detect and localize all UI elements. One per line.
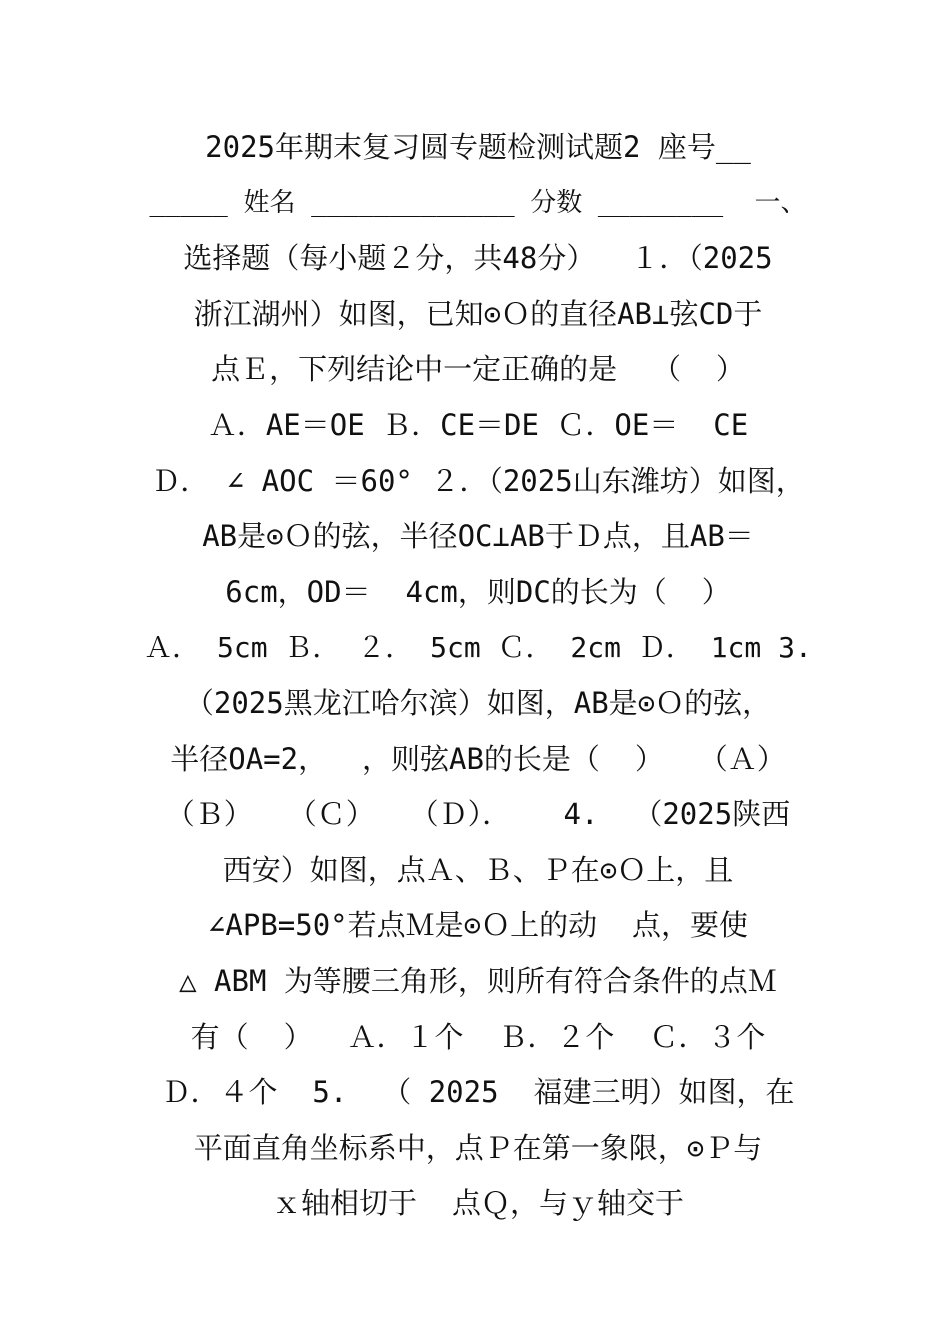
question-5-line-1: Ｄ．４个 5. （ 2025 福建三明）如图，在	[161, 1075, 795, 1110]
question-4-line-3: △ ABM 为等腰三角形，则所有符合条件的点Ｍ	[179, 963, 777, 998]
title-line: 2025年期末复习圆专题检测试题2 座号__	[205, 130, 751, 164]
question-1-line-2: 点Ｅ，下列结论中一定正确的是 （ ）	[211, 352, 745, 387]
question-3-line-1: （2025黑龙江哈尔滨）如图，AB是⊙Ｏ的弦，	[184, 685, 772, 720]
question-2-options: Ａ． 5cm Ｂ． ２． 5cm Ｃ． 2cm Ｄ． 1cm 3.	[144, 631, 812, 665]
question-2-line-2: AB是⊙Ｏ的弦，半径OC⊥AB于Ｄ点，且AB＝	[202, 519, 754, 554]
question-2-line-1: Ｄ． ∠ AOC ＝60° ２．（2025山东潍坊）如图，	[151, 463, 805, 498]
question-2-line-3: 6cm，OD＝ 4cm，则DC的长为（ ）	[225, 574, 731, 609]
question-1-options: Ａ．AE＝OE Ｂ．CE＝DE Ｃ．OE＝ CE	[207, 407, 749, 442]
document-body	[138, 120, 818, 1232]
section-heading-line: 选择题（每小题２分，共48分） １．（2025	[183, 241, 773, 276]
question-4-line-2: ∠APB=50°若点Ｍ是⊙Ｏ上的动 点，要使	[207, 908, 749, 943]
question-3-line-2: 半径OA=2， ，则弦AB的长是（ ） （Ａ）	[170, 741, 786, 776]
question-4-options: 有（ ） Ａ．１个 Ｂ．２个 Ｃ．３个	[190, 1019, 766, 1054]
question-3-options: （Ｂ） （Ｃ） （Ｄ）． 4. （2025陕西	[165, 797, 791, 832]
question-5-line-3: ｘ轴相切于 点Ｑ，与ｙ轴交于	[272, 1186, 684, 1221]
name-score-line: _____ 姓名 _____________ 分数 ________ 一、	[149, 187, 807, 218]
question-5-line-2: 平面直角坐标系中，点Ｐ在第一象限，⊙Ｐ与	[193, 1130, 763, 1165]
question-1-line-1: 浙江湖州）如图，已知⊙Ｏ的直径AB⊥弦CD于	[193, 296, 763, 331]
question-4-line-1: 西安）如图，点Ａ、Ｂ、Ｐ在⊙Ｏ上，且	[222, 852, 734, 887]
